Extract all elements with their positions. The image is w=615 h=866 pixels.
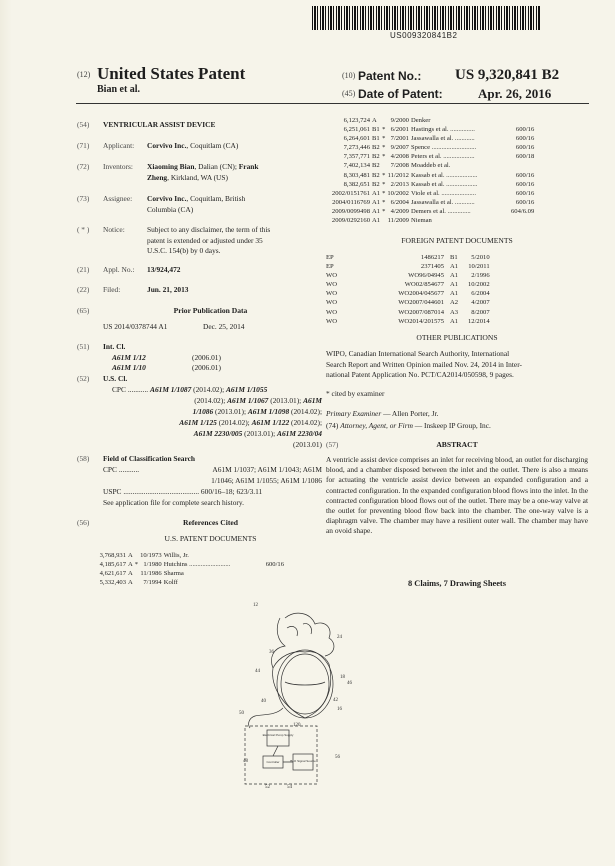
ref-kind: A1 — [450, 263, 459, 271]
us-cl-label: U.S. Cl. — [103, 374, 128, 383]
int-cl-label: Int. Cl. — [103, 342, 126, 351]
prior-pub-number: US 2014/0378744 A1 — [103, 322, 168, 331]
ref-cited-mark: * — [382, 207, 386, 215]
reference-row — [326, 280, 492, 289]
ref-number: 4,185,617 — [99, 561, 126, 569]
figure-label: 12 — [253, 603, 258, 608]
ref-inventor: Kassab et al. ................... — [410, 180, 478, 188]
ref-kind: B2 — [372, 162, 380, 170]
ref-date: 4/2009 — [390, 207, 409, 215]
ref-class: 600/16 — [515, 126, 535, 134]
ref-inventor: Kassab et al. ................... — [410, 171, 478, 179]
ref-number: 8,303,481 — [343, 171, 370, 179]
ref-inventor: Demers et al. .............. — [410, 207, 471, 215]
ref-number: WO2004/045677 — [398, 290, 444, 298]
field-search-note: See application file for complete search history. — [103, 498, 244, 507]
ref-inventor: Hutchins ......................... — [163, 561, 231, 569]
applicant: Corvivo Inc., Coquitlam (CA) — [147, 141, 239, 150]
reference-row — [326, 298, 492, 307]
abstract-title: ABSTRACT — [436, 440, 478, 449]
field-search-cpc: CPC ........... — [103, 465, 140, 474]
us-patent-docs-title: U.S. PATENT DOCUMENTS — [164, 534, 257, 543]
ref-cited-mark: * — [382, 189, 386, 197]
ref-number: WO2014/201575 — [398, 317, 444, 325]
ref-country: WO — [326, 299, 337, 307]
ref-date: 10/2011 — [468, 263, 490, 271]
reference-row — [326, 171, 536, 180]
figure-label: 48 — [243, 759, 248, 764]
ref-date: 7/2008 — [390, 162, 409, 170]
reference-row — [326, 207, 536, 216]
ref-number: 6,264,601 — [343, 135, 370, 143]
us-cl-cpc-3: 1/1086 (2013.01); A61M 1/1098 (2014.02); — [192, 407, 322, 416]
ref-kind: A1 — [450, 272, 459, 280]
ref-kind: B2 — [372, 171, 380, 179]
ref-kind: A1 — [450, 317, 459, 325]
ref-cited-mark: * — [382, 171, 386, 179]
ref-class: 600/16 — [515, 171, 535, 179]
inid-21: (21) — [77, 265, 90, 274]
patent-number: US 9,320,841 B2 — [455, 67, 560, 83]
ref-class: 600/16 — [515, 135, 535, 143]
figure-label: 40 — [261, 699, 266, 704]
ref-date: 1/1980 — [143, 561, 162, 569]
ref-date: 10/2002 — [468, 281, 490, 289]
ref-inventor: Sharma — [163, 570, 184, 578]
inid-65: (65) — [77, 306, 90, 315]
ref-number: 2009/0292160 — [331, 217, 370, 225]
ref-class: 604/6.09 — [510, 207, 535, 215]
ref-date: 4/2008 — [390, 153, 409, 161]
figure-label: 44 — [255, 669, 260, 674]
inid-56: (56) — [77, 518, 90, 527]
ref-inventor: Moaddeb et al. — [410, 162, 451, 170]
ref-kind: A1 — [450, 281, 459, 289]
reference-row — [82, 569, 286, 578]
notice-label: Notice: — [103, 225, 125, 234]
primary-examiner: Primary Examiner — Allen Porter, Jr. — [326, 409, 439, 418]
ref-date: 7/1994 — [143, 579, 162, 587]
int-cl-1-year: (2006.01) — [192, 353, 221, 362]
ref-inventor: Viole et al. ..................... — [410, 189, 476, 197]
inid-57: (57) — [326, 440, 339, 449]
assist-chamber — [277, 650, 333, 718]
filed-date: Jun. 21, 2013 — [147, 285, 189, 294]
attorney: (74) Attorney, Agent, or Firm — Inskeep IP Group, Inc. — [326, 421, 491, 430]
ref-date: 6/2004 — [390, 198, 409, 206]
ref-inventor: Hastings et al. ............... — [410, 126, 475, 134]
other-publications-text: WIPO, Canadian International Search Authority, International Search Report and Written Opinion mailed Nov. 24, 2014 in Inter- national Patent Application No. PCT/CA2014/050598, 9 pages. — [326, 349, 522, 379]
ref-number: 2009/0099498 — [331, 207, 370, 215]
ref-number: 2004/0116769 — [332, 198, 370, 206]
reference-row — [326, 216, 536, 225]
ref-inventor: Jassawalla et al. ............ — [410, 135, 475, 143]
publication-number: US009320841B2 — [390, 31, 458, 40]
reference-row — [82, 551, 286, 560]
ref-date: 10/2002 — [387, 189, 409, 197]
ref-cited-mark: * — [382, 180, 386, 188]
ref-kind: A1 — [450, 290, 459, 298]
filed-label: Filed: — [103, 285, 121, 294]
figure-label: 16 — [337, 707, 342, 712]
figure-label: 52 — [265, 785, 270, 790]
reference-row — [326, 253, 492, 262]
figure-label: 42 — [333, 698, 338, 703]
ref-date: 2/1996 — [471, 272, 490, 280]
ref-date: 10/1973 — [140, 552, 162, 559]
pump-supply-label: Electrical Pump Supply — [262, 733, 294, 737]
ref-cited-mark: * — [382, 198, 386, 206]
inid-12: (12) — [77, 70, 91, 79]
ref-number: 2371405 — [420, 263, 444, 271]
ref-kind: A — [372, 117, 377, 124]
other-publications-title: OTHER PUBLICATIONS — [416, 333, 498, 342]
ref-date: 6/2001 — [390, 126, 409, 134]
ref-kind: B1 — [450, 254, 458, 261]
ref-number: 2002/0151761 — [331, 189, 370, 197]
heart-top — [285, 613, 334, 656]
ref-kind: A1 — [372, 217, 381, 225]
figure-label: 120 — [293, 723, 301, 728]
ref-date: 11/2012 — [387, 171, 409, 179]
figure-label: 54 — [287, 785, 292, 790]
ref-kind: A1 — [372, 207, 381, 215]
ref-number: 5,332,403 — [99, 579, 126, 587]
figure-label: 18 — [340, 675, 345, 680]
figure-label: 50 — [239, 711, 244, 716]
ref-kind: B1 — [372, 126, 380, 134]
ref-inventor: Jassawalla et al. ............ — [410, 198, 475, 206]
ref-number: 6,123,724 — [343, 117, 370, 124]
inid-10: (10) — [342, 71, 356, 80]
heart-detail — [287, 624, 312, 636]
ref-class — [511, 161, 536, 170]
ref-date: 8/2007 — [471, 308, 490, 316]
ref-number: 1486217 — [420, 254, 444, 261]
foreign-docs-title: FOREIGN PATENT DOCUMENTS — [401, 236, 513, 245]
barcode — [312, 6, 540, 30]
inventors-short: Bian et al. — [97, 84, 141, 95]
us-cl-cpc-4: A61M 1/125 (2014.02); A61M 1/122 (2014.02); — [179, 418, 322, 427]
ref-date: 11/1986 — [140, 570, 162, 578]
ref-class: 600/16 — [515, 189, 535, 197]
field-search-line2: 1/1046; A61M 1/1055; A61M 1/1086 — [211, 476, 322, 485]
ref-number: WO2007/087014 — [398, 308, 444, 316]
us-cl-cpc: CPC ........... A61M 1/1087 (2014.02); A61M 1/1055 — [112, 385, 268, 394]
date-of-patent-label: Date of Patent: — [358, 87, 443, 101]
reference-row — [326, 308, 492, 317]
ref-country: EP — [326, 254, 334, 261]
inid-22: (22) — [77, 285, 90, 294]
inid-72: (72) — [77, 162, 90, 171]
ref-number: 6,251,061 — [343, 126, 370, 134]
int-cl-2-year: (2006.01) — [192, 363, 221, 372]
inventors-label: Inventors: — [103, 162, 133, 171]
ref-country: WO — [326, 317, 337, 325]
ref-number: 7,357,771 — [343, 153, 370, 161]
ref-class: 600/16 — [515, 180, 535, 188]
inid-54: (54) — [77, 120, 90, 129]
reference-row — [326, 198, 536, 207]
applicant-label: Applicant: — [103, 141, 135, 150]
drive-line — [249, 708, 283, 728]
ref-date: 7/2001 — [390, 135, 409, 143]
ref-class: 600/18 — [515, 153, 535, 161]
reference-row — [326, 271, 492, 280]
ref-number: 7,402,134 — [343, 162, 370, 170]
abstract-text: A ventricle assist device comprises an inlet for receiving blood, an outlet for discharging blood, and a chamber disposed between the inlet and the outlet. There is also a means for actuating the ventricle assist device between an expanded configuration and a contracted configuration. In the expanded configuration blood flows into the inlet. In the contracted configuration blood flows out of the outlet. There may be a one-way valve at the outlet for preventing blood flow back into the chamber. The one-way valve is a diaphragm valve. The chamber may have a resilient outer wall. The chamber may have an ovoid shape. — [326, 455, 588, 536]
appl-no-label: Appl. No.: — [103, 265, 135, 274]
inid-73: (73) — [77, 194, 90, 203]
ref-country: WO — [326, 281, 337, 289]
ref-class — [266, 569, 286, 578]
assignee: Corvivo Inc., Coquitlam, British Columbia (CA) — [147, 194, 246, 214]
int-cl-2: A61M 1/10 — [112, 363, 146, 372]
ref-cited-mark: * — [382, 144, 386, 152]
inid-58: (58) — [77, 454, 90, 463]
field-search-title: Field of Classification Search — [103, 454, 196, 463]
us-cl-cpc-6: (2013.01) — [293, 440, 322, 449]
chamber-band — [285, 682, 325, 685]
reference-row — [326, 125, 536, 134]
ref-cited-mark: * — [134, 561, 139, 569]
ref-class: 600/16 — [265, 561, 285, 569]
ref-number: 3,768,931 — [99, 552, 126, 559]
reference-row — [326, 161, 536, 170]
foreign-references — [326, 253, 492, 326]
ref-country: WO — [326, 308, 337, 316]
reference-row — [326, 152, 536, 161]
ref-class — [266, 551, 286, 560]
ref-kind: B1 — [372, 135, 380, 143]
document-kind-title: United States Patent — [97, 64, 246, 83]
ref-date: 5/2010 — [471, 254, 490, 261]
ref-class: 600/16 — [515, 144, 535, 152]
reference-row — [326, 317, 492, 326]
controller-label: Controller — [266, 760, 280, 764]
notice-text: Subject to any disclaimer, the term of this patent is extended or adjusted under 35 U.S.C. 154(b) by 0 days. — [147, 225, 271, 255]
prior-publication-title: Prior Publication Data — [173, 306, 248, 315]
ref-inventor: Spence ........................... — [410, 144, 477, 152]
int-cl-1: A61M 1/12 — [112, 353, 146, 362]
notice-marker: ( * ) — [77, 225, 90, 234]
reference-row — [82, 560, 286, 569]
us-cl-cpc-5: A61M 2230/005 (2013.01); A61M 2230/04 — [193, 429, 322, 438]
reference-row — [326, 143, 536, 152]
inid-71: (71) — [77, 141, 90, 150]
ref-number: 8,382,651 — [343, 180, 370, 188]
ref-kind: A — [128, 552, 133, 559]
assignee-label: Assignee: — [103, 194, 133, 203]
figure-label: 56 — [335, 755, 340, 760]
ref-inventor: Denker — [410, 117, 431, 124]
inid-45: (45) — [342, 89, 356, 98]
inid-51: (51) — [77, 342, 90, 351]
ref-kind: A1 — [372, 189, 381, 197]
field-search-uspc: USPC ......................................... 600/16–18; 623/3.11 — [103, 487, 263, 496]
reference-row — [326, 262, 492, 271]
representative-drawing — [225, 598, 375, 798]
ref-class — [511, 216, 536, 225]
reference-row — [326, 180, 536, 189]
ref-number: WO2007/044601 — [398, 299, 444, 307]
ref-date: 11/2009 — [387, 217, 409, 225]
reference-row — [326, 289, 492, 298]
claims-sheets: 8 Claims, 7 Drawing Sheets — [408, 579, 506, 588]
field-search-line1: A61M 1/1037; A61M 1/1043; A61M — [212, 465, 322, 474]
ref-cited-mark: * — [382, 153, 386, 161]
ref-date: 6/2004 — [471, 290, 490, 298]
inid-52: (52) — [77, 374, 90, 383]
ref-number: WO02/854677 — [404, 281, 444, 289]
us-references-right — [326, 116, 536, 225]
ref-class — [511, 116, 536, 125]
ref-kind: B2 — [372, 144, 380, 152]
figure-label: 24 — [337, 635, 342, 640]
ref-kind: A — [128, 561, 133, 569]
reference-row — [326, 116, 536, 125]
inventors-list: Xiaoming Bian, Dalian (CN); Frank Zheng, Kirkland, WA (US) — [147, 162, 259, 182]
ref-kind: B2 — [372, 180, 380, 188]
ref-date: 2/2013 — [390, 180, 409, 188]
ref-country: EP — [326, 263, 334, 271]
ref-kind: A — [128, 579, 133, 587]
ref-inventor: Peters et al. ................... — [410, 153, 475, 161]
date-of-patent: Apr. 26, 2016 — [478, 86, 552, 101]
prior-pub-date: Dec. 25, 2014 — [203, 322, 245, 331]
ref-number: 7,273,446 — [343, 144, 370, 152]
reference-row — [326, 134, 536, 143]
ref-inventor: Nieman — [410, 217, 432, 225]
ref-kind: A — [128, 570, 133, 578]
ref-cited-mark: * — [382, 126, 386, 134]
ref-date: 9/2007 — [390, 144, 409, 152]
invention-title: VENTRICULAR ASSIST DEVICE — [103, 120, 216, 129]
ref-kind: A2 — [450, 299, 459, 307]
figure-label: 46 — [347, 681, 352, 686]
ref-number: WO96/04945 — [408, 272, 444, 280]
ref-kind: B2 — [372, 153, 380, 161]
cited-by-examiner: * cited by examiner — [326, 389, 385, 398]
reference-row — [326, 189, 536, 198]
us-cl-cpc-2: (2014.02); A61M 1/1067 (2013.01); A61M — [194, 396, 322, 405]
ref-class — [266, 578, 286, 587]
figure-label: 36 — [269, 650, 274, 655]
patent-number-label: Patent No.: — [358, 69, 422, 83]
header-divider — [76, 103, 589, 104]
ref-kind: A1 — [372, 198, 381, 206]
ref-number: 4,621,617 — [99, 570, 126, 578]
signal-source-label: BLO Signal Source — [290, 759, 316, 763]
us-references-left — [82, 551, 286, 587]
ref-cited-mark: * — [382, 135, 386, 143]
ref-date: 9/2000 — [390, 117, 409, 124]
references-title: References Cited — [183, 518, 238, 527]
ref-country: WO — [326, 272, 337, 280]
ref-country: WO — [326, 290, 337, 298]
ref-inventor: Willis, Jr. — [163, 552, 189, 559]
ref-class: 600/16 — [515, 198, 535, 206]
reference-row — [82, 578, 286, 587]
assist-chamber-inner — [281, 654, 329, 714]
ref-date: 4/2007 — [471, 299, 490, 307]
ref-inventor: Kolff — [163, 579, 178, 587]
appl-no: 13/924,472 — [147, 265, 181, 274]
ref-date: 12/2014 — [468, 317, 490, 325]
ref-kind: A3 — [450, 308, 459, 316]
